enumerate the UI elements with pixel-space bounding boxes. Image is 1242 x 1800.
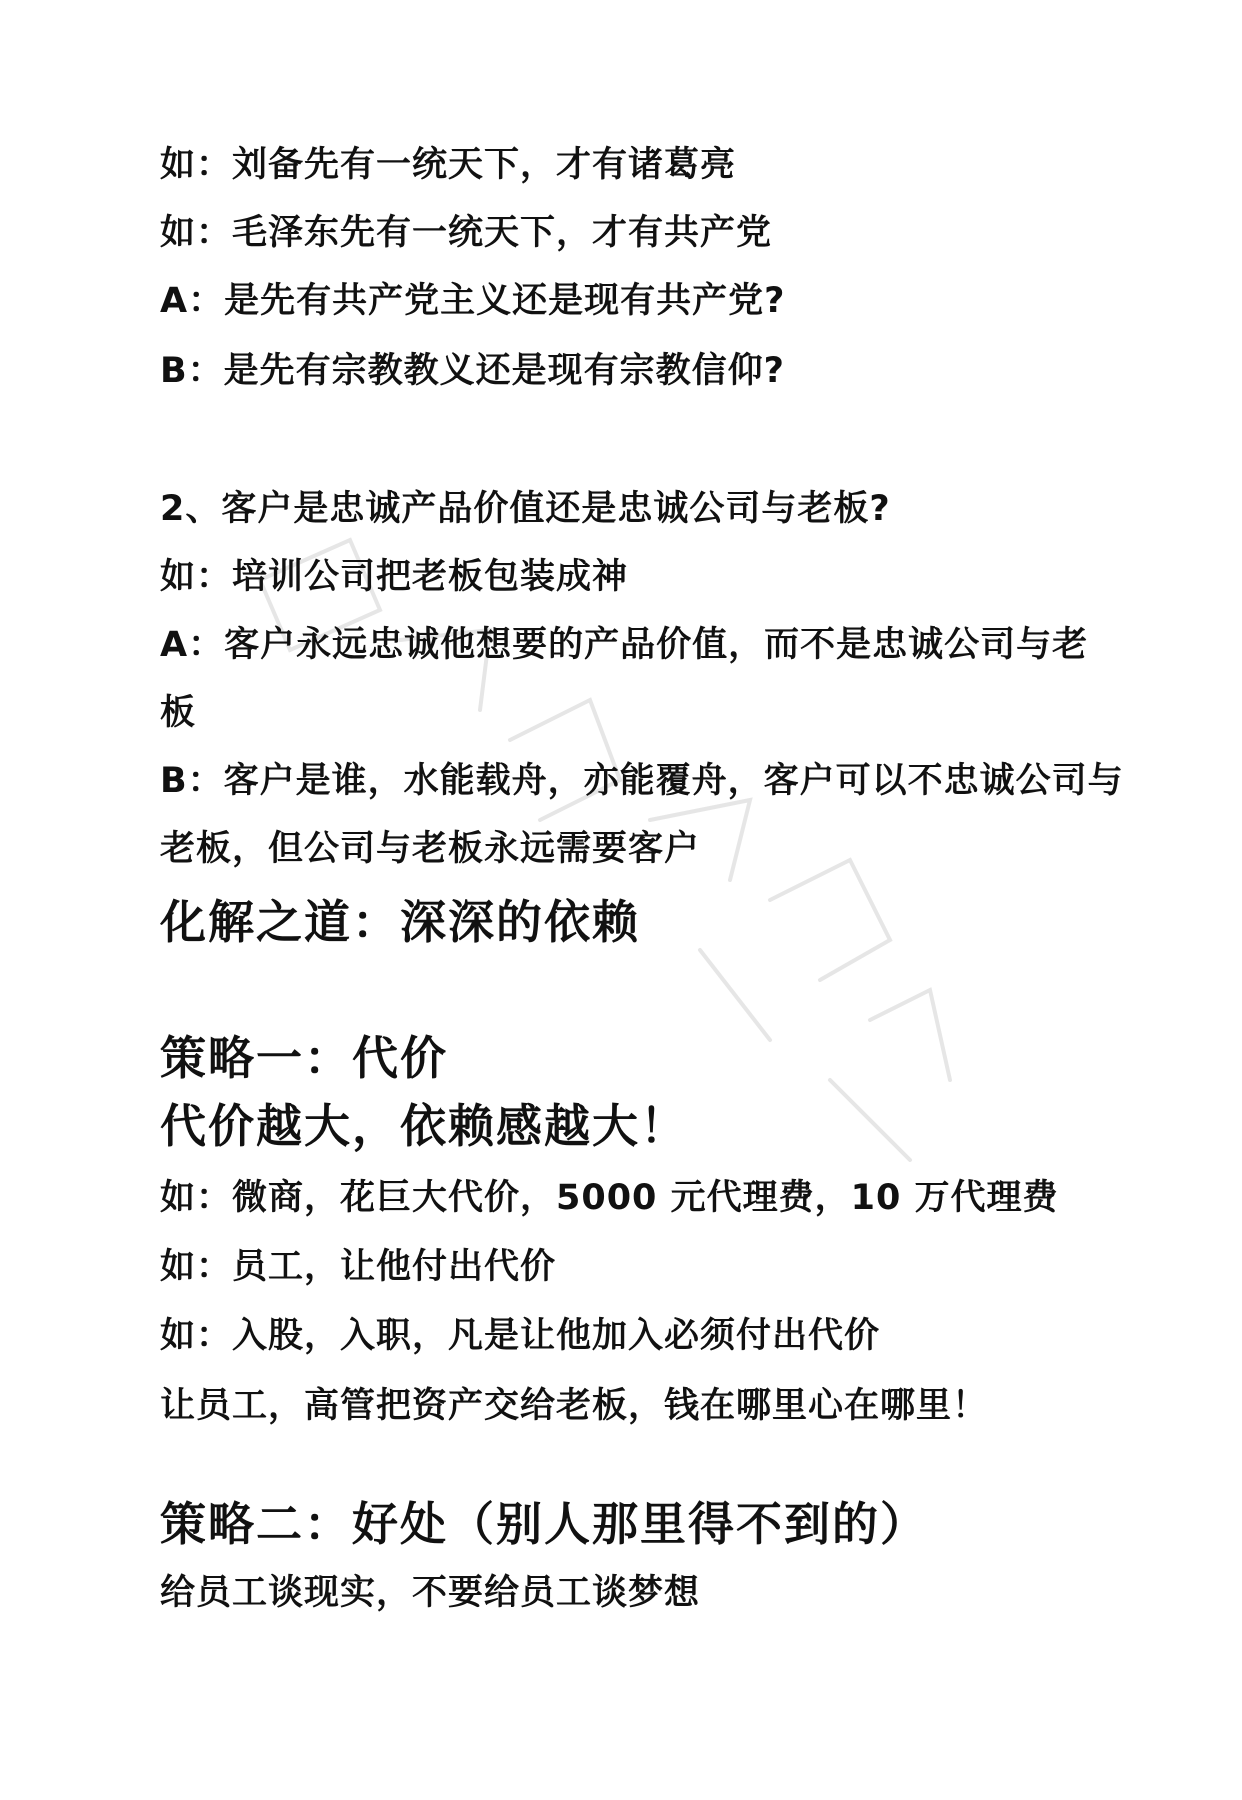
heading-line: 化解之道：深深的依赖 (160, 895, 640, 949)
text-line: A：客户永远忠诚他想要的产品价值，而不是忠诚公司与老 (160, 625, 1089, 665)
text-line: 如：员工，让他付出代价 (160, 1247, 557, 1287)
text-line: 给员工谈现实，不要给员工谈梦想 (160, 1573, 701, 1613)
heading-line: 策略一：代价 (160, 1031, 448, 1085)
text-line: 如：刘备先有一统天下，才有诸葛亮 (160, 145, 737, 185)
text-line: 板 (160, 693, 197, 733)
section-heading-line: 2、客户是忠诚产品价值还是忠诚公司与老板? (160, 489, 891, 529)
heading-line: 策略二：好处（别人那里得不到的） (160, 1497, 928, 1551)
heading-line: 代价越大，依赖感越大！ (160, 1099, 688, 1153)
text-line: 如：微商，花巨大代价，5000 元代理费，10 万代理费 (160, 1178, 1059, 1218)
text-line: 让员工，高管把资产交给老板，钱在哪里心在哪里！ (160, 1386, 989, 1426)
text-line: 如：培训公司把老板包装成神 (160, 557, 629, 597)
text-line: B：客户是谁，水能载舟，亦能覆舟，客户可以不忠诚公司与 (160, 761, 1124, 801)
text-line: A：是先有共产党主义还是现有共产党? (160, 281, 786, 321)
text-line: 老板，但公司与老板永远需要客户 (160, 829, 701, 869)
text-line: 如：毛泽东先有一统天下，才有共产党 (160, 213, 773, 253)
text-line: 如：入股，入职，凡是让他加入必须付出代价 (160, 1316, 881, 1356)
text-line: B：是先有宗教教义还是现有宗教信仰? (160, 351, 785, 391)
